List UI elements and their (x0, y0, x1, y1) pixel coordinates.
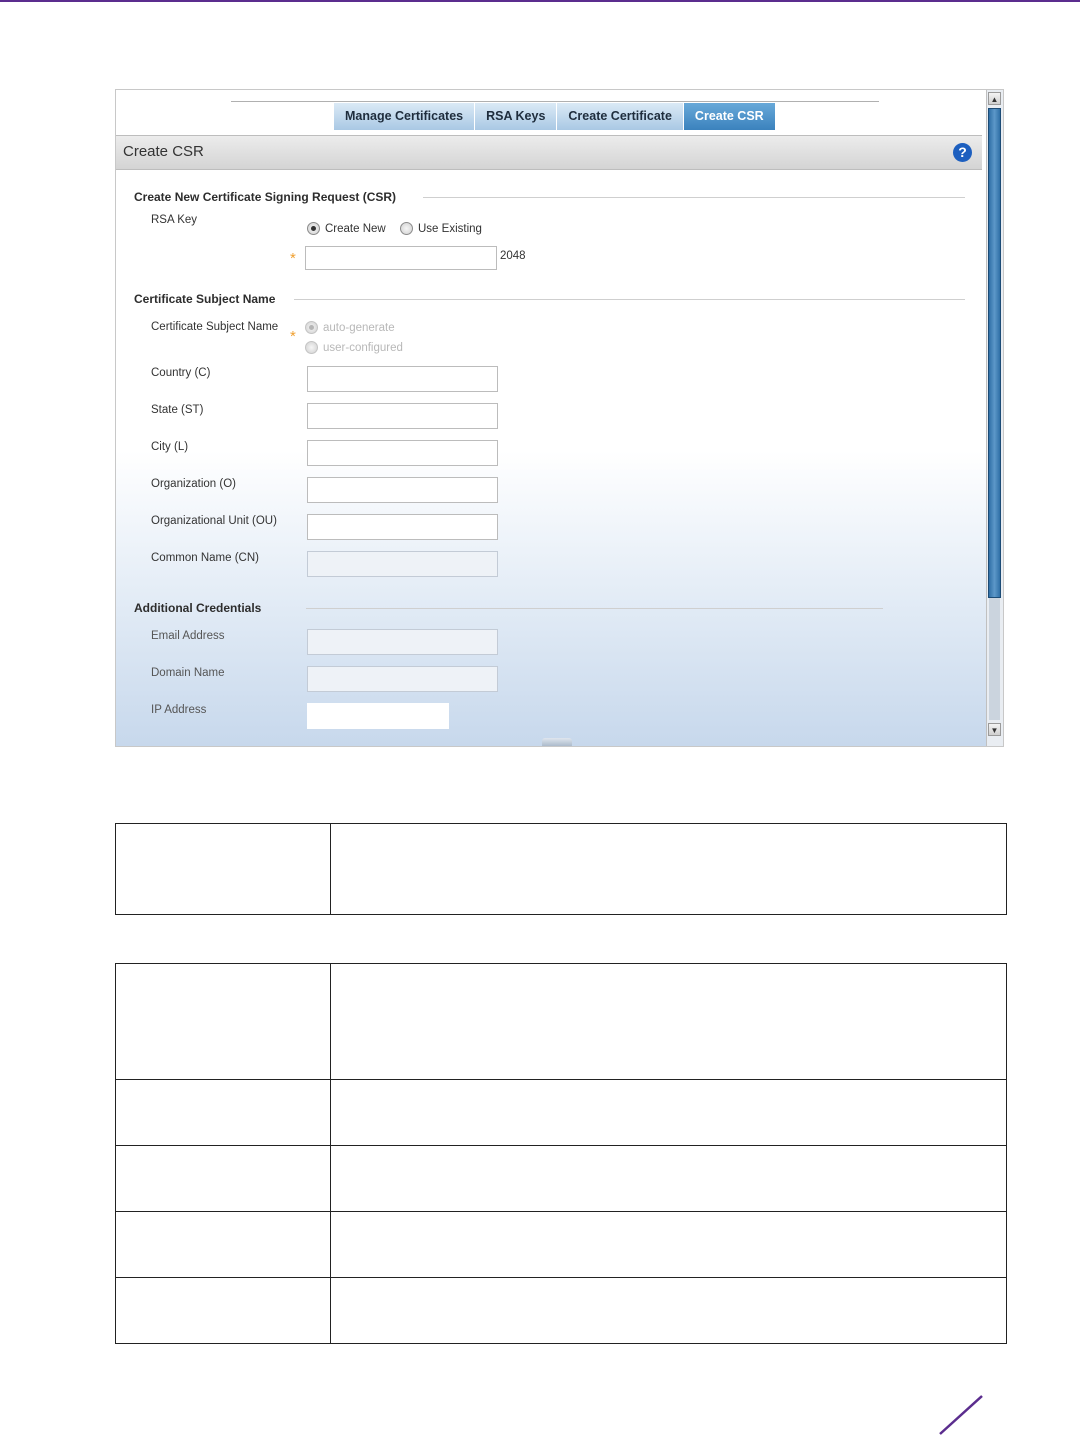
radio-create-new-label: Create New (325, 222, 386, 235)
scroll-down-icon[interactable]: ▼ (988, 723, 1001, 736)
common-name-label: Common Name (CN) (151, 552, 259, 564)
table-cell (116, 1212, 331, 1278)
table-cell (331, 964, 1007, 1080)
tab-divider-line (231, 101, 879, 102)
radio-use-existing[interactable] (400, 222, 482, 235)
page-top-rule (0, 0, 1080, 2)
rsa-key-label: RSA Key (151, 214, 198, 226)
scroll-thumb[interactable] (988, 108, 1001, 598)
domain-input[interactable] (307, 666, 498, 692)
description-table-1 (115, 823, 1007, 915)
radio-use-existing-label: Use Existing (418, 222, 482, 235)
city-input[interactable] (307, 440, 498, 466)
org-unit-input[interactable] (307, 514, 498, 540)
brand-slash-icon (938, 1394, 984, 1436)
email-label: Email Address (151, 630, 225, 642)
table-cell (116, 964, 331, 1080)
organization-label: Organization (O) (151, 478, 237, 490)
credentials-section-rule (306, 608, 883, 609)
page-title: Create CSR (123, 143, 204, 160)
city-label: City (L) (151, 441, 189, 453)
vertical-scrollbar[interactable] (986, 90, 1003, 746)
radio-use-existing-indicator[interactable] (400, 222, 413, 235)
table-cell (116, 1146, 331, 1212)
required-star-icon: * (290, 250, 296, 267)
country-input[interactable] (307, 366, 498, 392)
csr-section-heading: Create New Certificate Signing Request (CSR) (134, 190, 397, 204)
rsa-key-name-input[interactable] (305, 246, 497, 270)
radio-create-new[interactable] (307, 222, 386, 235)
tab-manage-certificates[interactable]: Manage Certificates (333, 103, 474, 130)
scroll-up-icon[interactable]: ▲ (988, 92, 1001, 105)
state-label: State (ST) (151, 404, 204, 416)
table-row (116, 1278, 1007, 1344)
table-row (116, 1080, 1007, 1146)
key-size-value: 2048 (500, 250, 526, 262)
table-cell (331, 1212, 1007, 1278)
table-cell (331, 1080, 1007, 1146)
subject-name-label: Certificate Subject Name (151, 321, 279, 333)
organization-input[interactable] (307, 477, 498, 503)
table-row (116, 1212, 1007, 1278)
radio-auto-generate[interactable] (305, 321, 395, 334)
panel-title-bar (116, 135, 982, 170)
table-cell (116, 1278, 331, 1344)
credentials-section-heading: Additional Credentials (134, 601, 262, 615)
table-cell (116, 824, 331, 915)
table-cell (331, 1146, 1007, 1212)
description-table-2 (115, 963, 1007, 1344)
country-label: Country (C) (151, 367, 211, 379)
tab-create-csr[interactable]: Create CSR (683, 103, 775, 130)
brand-slash-line (940, 1396, 982, 1434)
required-star-icon: * (290, 328, 296, 345)
table-row (116, 824, 1007, 915)
table-row (116, 1146, 1007, 1212)
csr-section-rule (423, 197, 965, 198)
ip-address-input[interactable] (307, 703, 449, 729)
domain-label: Domain Name (151, 667, 225, 679)
subject-section-heading: Certificate Subject Name (134, 292, 276, 306)
table-cell (331, 1278, 1007, 1344)
radio-user-configured-label: user-configured (323, 341, 403, 354)
table-row (116, 964, 1007, 1080)
panel-resize-handle[interactable] (542, 738, 572, 747)
tab-bar (333, 103, 775, 130)
org-unit-label: Organizational Unit (OU) (151, 515, 277, 527)
table-cell (331, 824, 1007, 915)
radio-user-configured-indicator[interactable] (305, 341, 318, 354)
help-icon[interactable]: ? (953, 143, 972, 162)
email-input[interactable] (307, 629, 498, 655)
subject-section-rule (294, 299, 965, 300)
radio-user-configured[interactable] (305, 341, 403, 354)
radio-auto-generate-indicator[interactable] (305, 321, 318, 334)
table-cell (116, 1080, 331, 1146)
state-input[interactable] (307, 403, 498, 429)
radio-auto-generate-label: auto-generate (323, 321, 395, 334)
tab-rsa-keys[interactable]: RSA Keys (474, 103, 556, 130)
common-name-input[interactable] (307, 551, 498, 577)
radio-create-new-indicator[interactable] (307, 222, 320, 235)
create-csr-screenshot (115, 89, 1004, 747)
ip-address-label: IP Address (151, 704, 207, 716)
tab-create-certificate[interactable]: Create Certificate (556, 103, 683, 130)
